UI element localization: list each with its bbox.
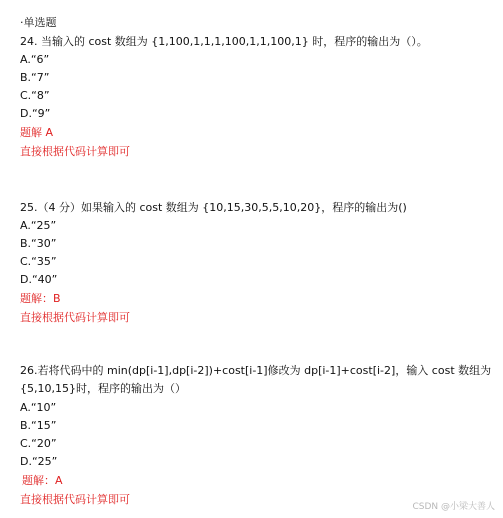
question-stem-line1: 26.若将代码中的 min(dp[i-1],dp[i-2])+cost[i-1]修改为 dp[i-1]+cost[i-2]，输入 cost 数组为 xyxy=(20,364,492,377)
option-a: A.“10” xyxy=(20,401,57,414)
option-d: D.“40” xyxy=(20,273,58,286)
option-a: A.“25” xyxy=(20,219,57,232)
option-d: D.“9” xyxy=(20,107,51,120)
option-c: C.“8” xyxy=(20,89,50,102)
answer-explanation: 直接根据代码计算即可 xyxy=(20,311,130,324)
option-b: B.“15” xyxy=(20,419,57,432)
option-a: A.“6” xyxy=(20,53,50,66)
option-b: B.“30” xyxy=(20,237,57,250)
option-b: B.“7” xyxy=(20,71,50,84)
option-c: C.“35” xyxy=(20,255,57,268)
option-d: D.“25” xyxy=(20,455,58,468)
csdn-watermark: CSDN @小梁大善人 xyxy=(412,502,495,512)
section-label: ·单选题 xyxy=(20,16,57,29)
answer-explanation: 直接根据代码计算即可 xyxy=(20,145,130,158)
question-stem-line2: {5,10,15}时，程序的输出为（） xyxy=(20,382,186,395)
answer-explanation: 直接根据代码计算即可 xyxy=(20,493,130,506)
option-c: C.“20” xyxy=(20,437,57,450)
answer-label: 题解：B xyxy=(20,292,61,305)
question-stem: 24. 当输入的 cost 数组为 {1,100,1,1,1,100,1,1,100,1} 时，程序的输出为（）。 xyxy=(20,35,428,48)
answer-label: 题解：A xyxy=(22,474,63,487)
question-stem: 25.（4 分）如果输入的 cost 数组为 {10,15,30,5,5,10,20}，程序的输出为() xyxy=(20,201,407,214)
answer-label: 题解 A xyxy=(20,126,54,139)
